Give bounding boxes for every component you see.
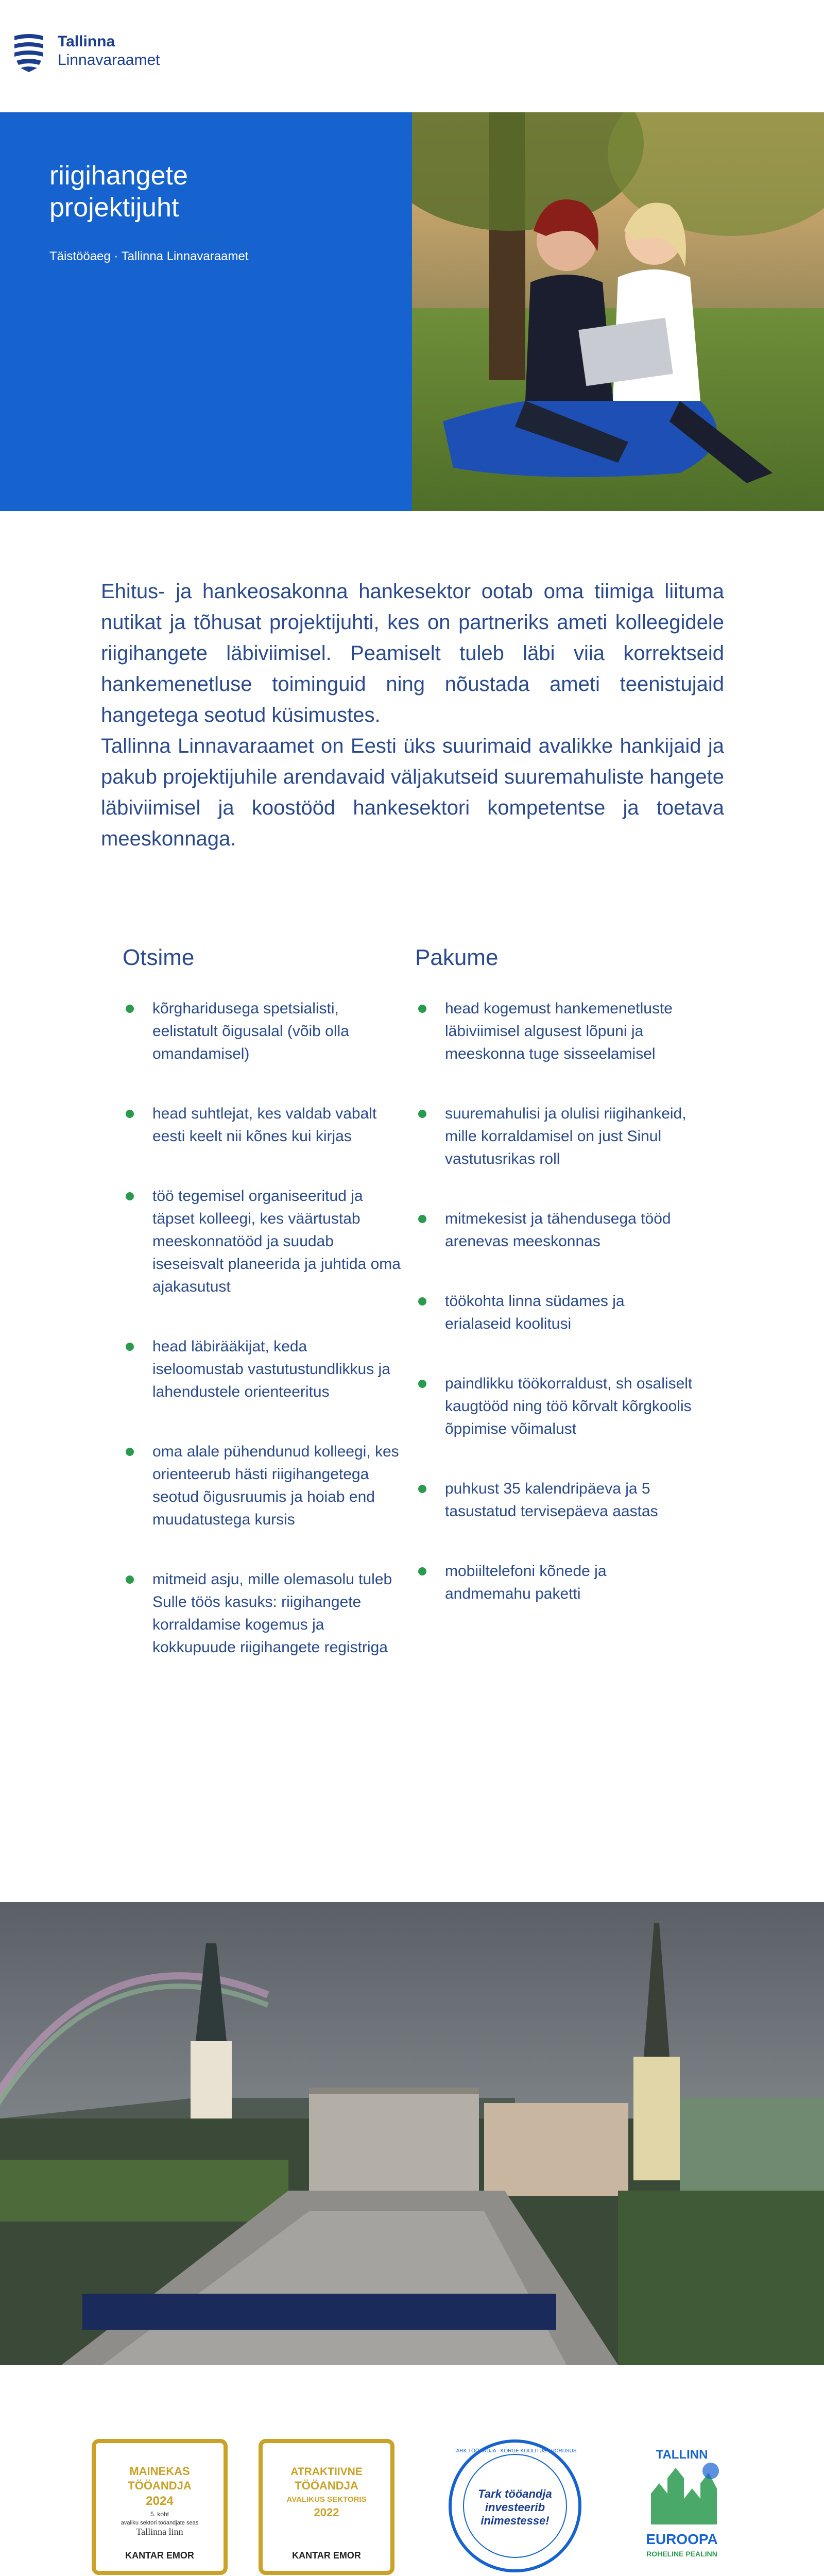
award-atraktiivne-badge [261, 2441, 392, 2573]
job-title-line1: riigihangete [49, 161, 188, 191]
award-tark-tooandja-badge [450, 2441, 580, 2571]
award-green-capital-badge [646, 2448, 719, 2558]
bullet-dot-icon [126, 1448, 134, 1456]
bullet-dot-icon [126, 1575, 134, 1584]
award1-line1: MAINEKAS [129, 2465, 190, 2478]
seeking-title: Otsime [123, 945, 195, 970]
bullet-dot-icon [418, 1380, 426, 1388]
job-title [49, 160, 379, 224]
award2-year: 2022 [314, 2506, 339, 2519]
intro-paragraph-1: Ehitus- ja hankeosakonna hankesektor ootab oma tiimiga liituma nutikat ja tõhusat projektijuhti, kes on partneriks ameti kolleegidele riigihangete läbiviimisel. Peamiselt tuleb läbi viia korrektseid hankemenetluse toiminguid ning nõustada ameti teenistujaid hangetega seotud küsimustes. [101, 580, 724, 726]
award1-org: Tallinna linn [136, 2527, 183, 2537]
award1-desc: avaliku sektori tööandjate seas [121, 2520, 199, 2526]
list-item: oma alale pühendunud kolleegi, kes orienteerub hästi riigihangetega seotud õigusruumis ja hoiab end muudatustega kursis [123, 1440, 401, 1531]
list-item: mitmekesist ja tähendusega tööd arenevas meeskonnas [415, 1208, 693, 1253]
offer-column [415, 945, 693, 1642]
bullet-dot-icon [418, 1567, 426, 1575]
award3-line3: inimestesse! [480, 2514, 550, 2527]
bullet-dot-icon [418, 1005, 426, 1013]
award3-line1: Tark tööandja [478, 2487, 552, 2500]
award1-year: 2024 [146, 2494, 174, 2508]
list-item: kõrgharidusega spetsialisti, eelistatult õigusalal (võib olla omandamisel) [123, 997, 401, 1065]
hero-photo [412, 112, 824, 511]
intro-text [101, 576, 724, 854]
list-item: head suhtlejat, kes valdab vabalt eesti keelt nii kõnes kui kirjas [123, 1103, 401, 1148]
offer-list [415, 997, 693, 1605]
job-subtitle: Täistööaeg · Tallinna Linnavaraamet [49, 249, 249, 263]
offer-title: Pakume [415, 945, 499, 970]
bullet-dot-icon [418, 1297, 426, 1306]
brand-line2: Linnavaraamet [58, 52, 160, 69]
award2-line1: ATRAKTIIVNE [290, 2466, 363, 2478]
award1-line2: TÖÖANDJA [128, 2479, 192, 2492]
award3-line2: investeerib [485, 2501, 545, 2514]
award2-line3: AVALIKUS SEKTORIS [286, 2495, 367, 2504]
brand-logo[interactable] [14, 31, 220, 82]
brand-line1: Tallinna [58, 33, 115, 50]
job-title-line2: projektijuht [49, 193, 179, 223]
tallinn-crest-icon [14, 33, 43, 72]
award1-rank: 5. koht [150, 2511, 169, 2518]
seeking-list [123, 997, 401, 1659]
award2-brand: KANTAR EMOR [292, 2550, 361, 2561]
team-photo-illustration [412, 112, 824, 511]
list-item: paindlikku töökorraldust, sh osaliselt kaugtööd ning töö kõrvalt kõrgkoolis õppimise võimalust [415, 1372, 693, 1440]
list-item: töö tegemisel organiseeritud ja täpset kolleegi, kes väärtustab meeskonnatööd ja suudab iseseisvalt planeerida ja juhtida oma ajakasutust [123, 1185, 401, 1298]
awards-badges [0, 2421, 824, 2576]
award2-line2: TÖÖANDJA [295, 2479, 358, 2492]
list-item: töökohta linna südames ja erialaseid koolitusi [415, 1290, 693, 1335]
bullet-dot-icon [126, 1110, 134, 1118]
bullet-dot-icon [418, 1215, 426, 1223]
bullet-dot-icon [126, 1192, 134, 1200]
award1-brand: KANTAR EMOR [125, 2550, 194, 2561]
bullet-dot-icon [418, 1485, 426, 1493]
award4-line1: TALLINN [656, 2448, 708, 2462]
list-item: puhkust 35 kalendripäeva ja 5 tasustatud tervisepäeva aastas [415, 1478, 693, 1523]
bullet-dot-icon [418, 1110, 426, 1118]
city-photo [0, 1902, 824, 2365]
tallinn-square-illustration [0, 1902, 824, 2365]
list-item: head kogemust hankemenetluste läbiviimisel algusest lõpuni ja meeskonna tuge sisseelamisel [415, 997, 693, 1065]
bullet-dot-icon [126, 1005, 134, 1013]
intro-paragraph-2: Tallinna Linnavaraamet on Eesti üks suurimaid avalikke hankijaid ja pakub projektijuhile arendavaid väljakutseid suuremahuliste hangete läbiviimisel ja koostööd hankesektori kompetentse ja toetava meeskonnaga. [101, 735, 724, 850]
list-item: mitmeid asju, mille olemasolu tuleb Sulle töös kasuks: riigihangete korraldamise kogemus ja kokkupuude riigihangete registriga [123, 1568, 401, 1659]
awards-row [0, 2421, 824, 2576]
list-item: mobiiltelefoni kõnede ja andmemahu paketti [415, 1560, 693, 1605]
list-item: head läbirääkijat, keda iseloomustab vastutustundlikkus ja lahendustele orienteeritus [123, 1335, 401, 1403]
award-mainekas-badge [94, 2441, 226, 2573]
award4-line3: ROHELINE PEALINN [646, 2550, 717, 2558]
seeking-column [123, 945, 401, 1696]
bullet-dot-icon [126, 1343, 134, 1351]
list-item: suuremahulisi ja olulisi riigihankeid, mille korraldamisel on just Sinul vastutusrikas roll [415, 1103, 693, 1171]
award3-ring-text: TARK TÖÖANDJA · KÕRGE KOOLITUS · VÕRDSUS [453, 2448, 577, 2454]
award4-line2: EUROOPA [646, 2531, 718, 2547]
